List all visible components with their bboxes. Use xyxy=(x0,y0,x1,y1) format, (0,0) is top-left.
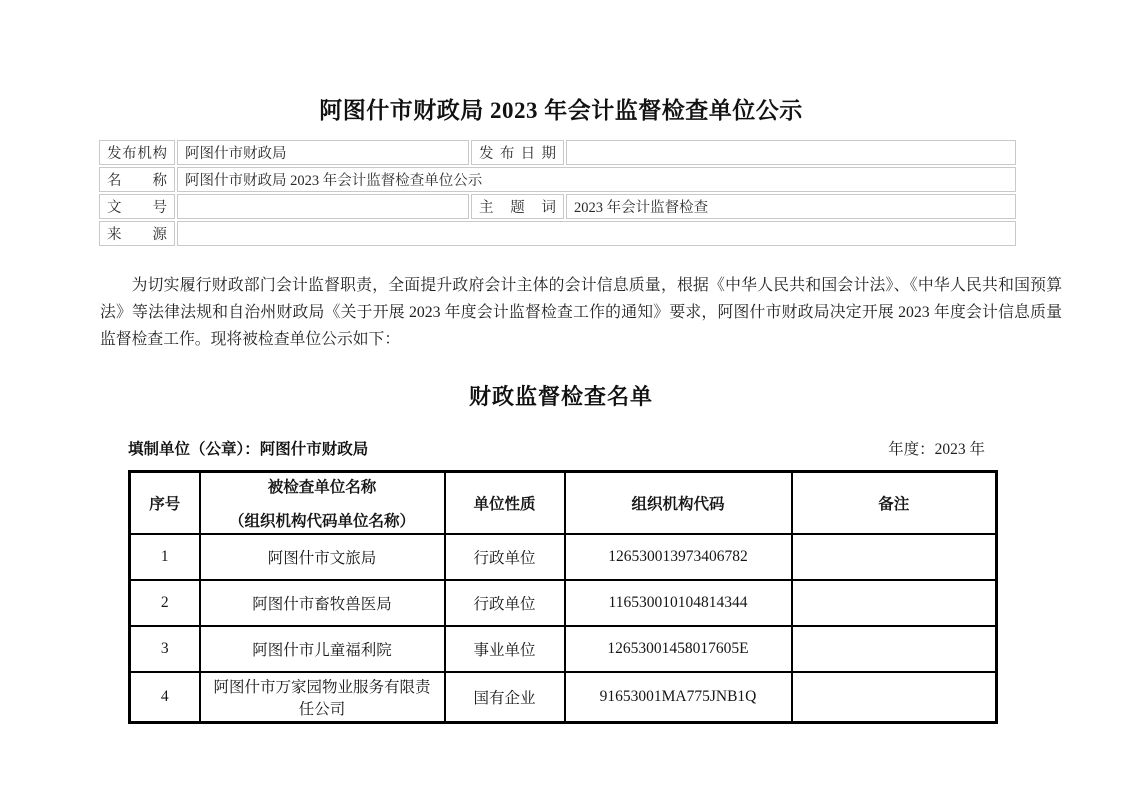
meta-value-source xyxy=(177,221,1016,246)
table-row xyxy=(130,672,997,723)
cell-seq: 2 xyxy=(130,580,200,626)
meta-label-docnumber: 文号 xyxy=(99,194,175,219)
header-unit-name-line1: 被检查单位名称 xyxy=(267,479,377,497)
cell-unit-name: 阿图什市儿童福利院 xyxy=(200,626,445,672)
fill-unit-year-row xyxy=(128,437,985,459)
meta-label-publish-date: 发布日期 xyxy=(471,140,564,165)
meta-row-name xyxy=(99,167,1016,192)
cell-org-code: 126530013973406782 xyxy=(565,534,792,580)
meta-row-source xyxy=(99,221,1016,246)
cell-remark xyxy=(792,672,997,723)
meta-label-name: 名称 xyxy=(99,167,175,192)
cell-remark xyxy=(792,534,997,580)
cell-seq: 3 xyxy=(130,626,200,672)
cell-remark xyxy=(792,626,997,672)
meta-value-docnumber xyxy=(177,194,469,219)
cell-remark xyxy=(792,580,997,626)
cell-org-code: 91653001MA775JNB1Q xyxy=(565,672,792,723)
header-remark: 备注 xyxy=(792,472,997,535)
fill-unit-label: 填制单位（公章）：阿图什市财政局 xyxy=(128,441,369,459)
meta-value-publish-date xyxy=(566,140,1016,165)
meta-value-publisher: 阿图什市财政局 xyxy=(177,140,469,165)
table-row xyxy=(130,534,997,580)
inspection-table-header-row xyxy=(130,472,997,535)
meta-value-name: 阿图什市财政局 2023 年会计监督检查单位公示 xyxy=(177,167,1016,192)
cell-unit-nature: 国有企业 xyxy=(445,672,565,723)
header-unit-name xyxy=(200,472,445,535)
header-unit-nature: 单位性质 xyxy=(445,472,565,535)
cell-seq: 1 xyxy=(130,534,200,580)
metadata-table-container xyxy=(97,138,1018,248)
year-label: 年度：2023 年 xyxy=(888,441,985,459)
list-section-heading: 财政监督检查名单 xyxy=(468,384,653,410)
meta-label-keywords: 主题词 xyxy=(471,194,564,219)
cell-seq: 4 xyxy=(130,672,200,723)
page-title: 阿图什市财政局 2023 年会计监督检查单位公示 xyxy=(319,98,803,123)
table-row xyxy=(130,580,997,626)
cell-unit-nature: 行政单位 xyxy=(445,580,565,626)
announcement-paragraph: 为切实履行财政部门会计监督职责，全面提升政府会计主体的会计信息质量，根据《中华人民共和国会计法》、《中华人民共和国预算法》等法律法规和自治州财政局《关于开展 2023 年度会计监督检查工作的通知》要求，阿图什市财政局决定开展 2023 年度会计信息质量监督检查工作。现将被检查单位公示如下： xyxy=(100,277,1062,349)
metadata-table xyxy=(97,138,1018,248)
meta-row-docnumber xyxy=(99,194,1016,219)
meta-label-source: 来源 xyxy=(99,221,175,246)
meta-label-publisher: 发布机构 xyxy=(99,140,175,165)
header-org-code: 组织机构代码 xyxy=(565,472,792,535)
cell-org-code: 116530010104814344 xyxy=(565,580,792,626)
header-unit-name-line2: （组织机构代码单位名称） xyxy=(228,513,415,531)
cell-unit-name: 阿图什市文旅局 xyxy=(200,534,445,580)
cell-unit-nature: 事业单位 xyxy=(445,626,565,672)
cell-unit-nature: 行政单位 xyxy=(445,534,565,580)
meta-value-keywords: 2023 年会计监督检查 xyxy=(566,194,1016,219)
cell-unit-name: 阿图什市畜牧兽医局 xyxy=(200,580,445,626)
cell-org-code: 12653001458017605E xyxy=(565,626,792,672)
meta-row-publisher xyxy=(99,140,1016,165)
table-row xyxy=(130,626,997,672)
inspection-table xyxy=(128,470,998,724)
header-seq: 序号 xyxy=(130,472,200,535)
cell-unit-name: 阿图什市万家园物业服务有限责任公司 xyxy=(200,672,445,723)
